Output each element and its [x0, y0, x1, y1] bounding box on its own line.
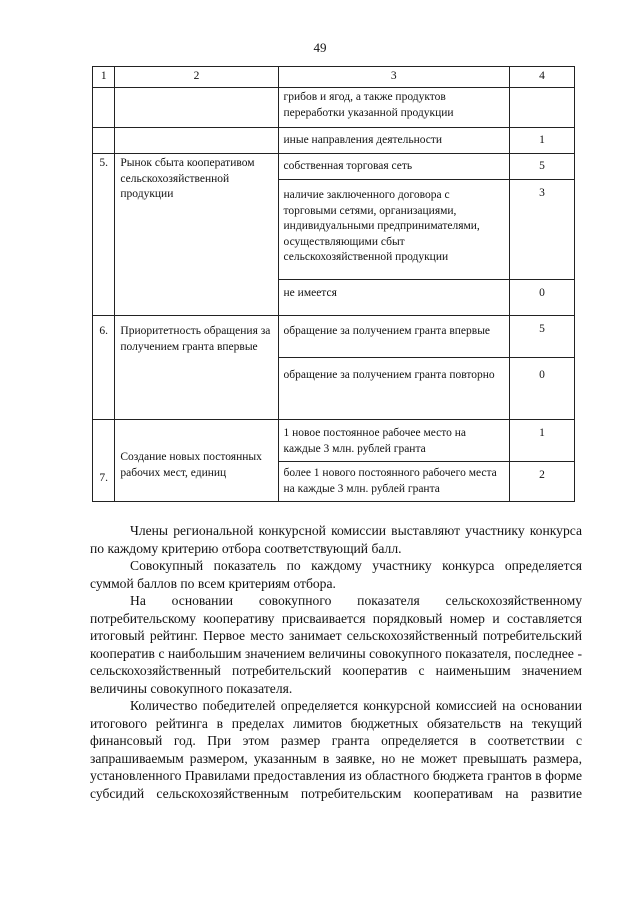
option-cell: более 1 нового постоянного рабочего места на каждые 3 млн. рублей гранта [278, 462, 509, 502]
paragraph: Члены региональной конкурсной комиссии выставляют участнику конкурса по каждому критерию отбора соответствующий балл. [90, 523, 582, 556]
header-col-2: 2 [115, 67, 278, 88]
paragraph: Количество победителей определяется конкурсной комиссией на основании итогового рейтинга в пределах лимитов бюджетных обязательств на текущий финансовый год. При этом размер гранта определяется в соответствии с запрашиваемым размером, указанным в заявке, но не может превышать размера, установленного Правилами предоставления из областного бюджета грантов в форме субсидий сельскохозяйственным потребительским кооперативам на развитие [90, 698, 582, 801]
criterion-cell [115, 88, 278, 128]
header-col-1: 1 [93, 67, 115, 88]
page-number: 49 [313, 40, 327, 55]
score-cell: 2 [509, 462, 574, 502]
option-cell: 1 новое постоянное рабочее место на каждые 3 млн. рублей гранта [278, 420, 509, 462]
score-cell: 0 [509, 280, 574, 316]
option-cell: обращение за получением гранта повторно [278, 358, 509, 420]
score-cell: 3 [509, 180, 574, 280]
score-cell: 0 [509, 358, 574, 420]
option-cell: обращение за получением гранта впервые [278, 316, 509, 358]
option-cell: наличие заключенного договора с торговыми сетями, организациями, индивидуальными предпринимателями, осуществляющими сбыт сельскохозяйственной продукции [278, 180, 509, 280]
row-number-cell: 7. [93, 420, 115, 502]
score-cell [509, 88, 574, 128]
criterion-cell [115, 128, 278, 154]
criteria-table [92, 66, 575, 502]
score-cell: 5 [509, 316, 574, 358]
score-cell: 1 [509, 128, 574, 154]
row-number-cell [93, 128, 115, 154]
row-number-cell [93, 88, 115, 128]
row-number-cell: 5. [93, 154, 115, 316]
paragraph: Совокупный показатель по каждому участнику конкурса определяется суммой баллов по всем критериям отбора. [90, 558, 582, 591]
paragraph: На основании совокупного показателя сельскохозяйственному потребительскому кооперативу присваивается порядковый номер и составляется итоговый рейтинг. Первое место занимает сельскохозяйственный потребительский кооператив с наибольшим значением величины совокупного показателя, последнее - сельскохозяйственный потребительский кооператив с наименьшим значением величины совокупного показателя. [90, 593, 582, 696]
table-row [93, 88, 575, 128]
score-cell: 5 [509, 154, 574, 180]
option-cell: иные направления деятельности [278, 128, 509, 154]
table-row [93, 128, 575, 154]
criterion-cell: Рынок сбыта кооперативом сельскохозяйственной продукции [115, 154, 278, 316]
table-header-row [93, 67, 575, 88]
option-cell: грибов и ягод, а также продуктов переработки указанной продукции [278, 88, 509, 128]
criterion-cell: Создание новых постоянных рабочих мест, единиц [115, 420, 278, 502]
option-cell: собственная торговая сеть [278, 154, 509, 180]
body-text [90, 522, 582, 802]
score-cell: 1 [509, 420, 574, 462]
option-cell: не имеется [278, 280, 509, 316]
table-row [93, 420, 575, 462]
criterion-cell: Приоритетность обращения за получением гранта впервые [115, 316, 278, 420]
row-number-cell: 6. [93, 316, 115, 420]
header-col-4: 4 [509, 67, 574, 88]
header-col-3: 3 [278, 67, 509, 88]
table-row [93, 154, 575, 180]
table-row [93, 316, 575, 358]
